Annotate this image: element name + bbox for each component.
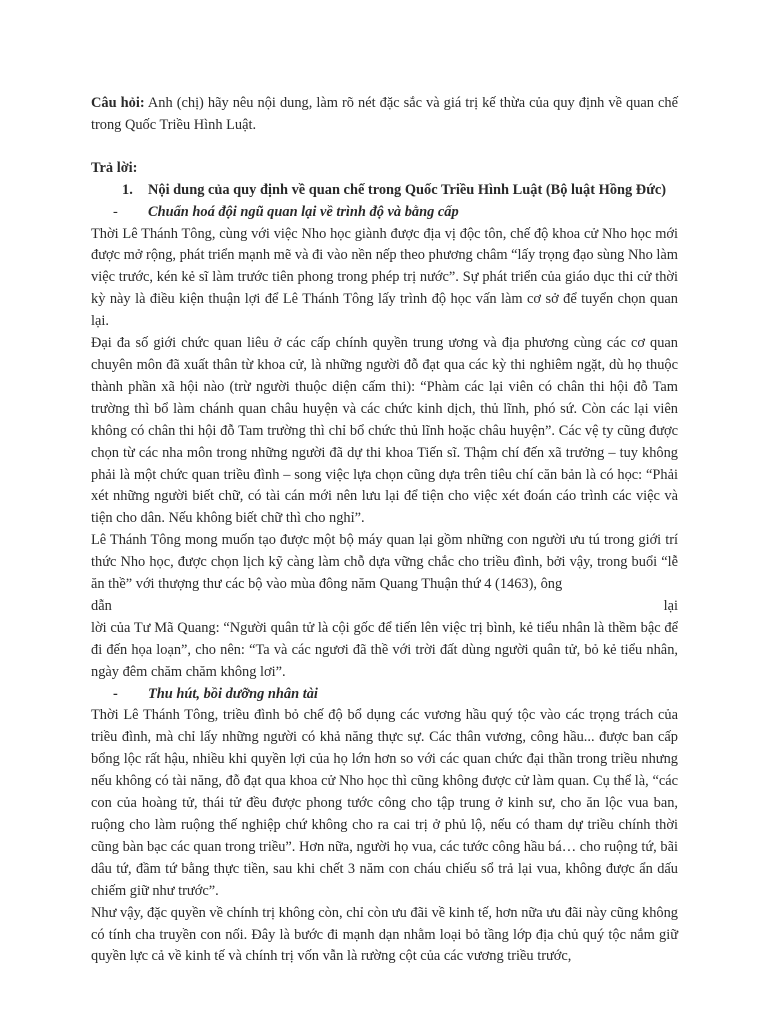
justified-line-right: lại bbox=[663, 597, 678, 614]
section-title: Nội dung của quy định về quan chế trong Quốc Triều Hình Luật (Bộ luật Hồng Đức) bbox=[148, 181, 667, 198]
paragraph: lời của Tư Mã Quang: “Người quân tử là cội gốc để tiến lên việc trị bình, kẻ tiểu nhân là thềm bậc để đi đến họa loạn”, cho nên: “Ta và các ngươi đã thề với trời đất dùng người quân tử, bỏ kẻ tiểu nhân, ngày đêm chăm chăm không lơi”. bbox=[91, 619, 678, 680]
paragraph: Thời Lê Thánh Tông, triều đình bỏ chế độ bổ dụng các vương hầu quý tộc vào các trọng trách của triều đình, mà chỉ lấy những người có khả năng thực sự. Các thân vương, công hầu... được ban cấp bổng lộc rất hậu, nhiều khi quyền lợi của họ lớn hơn so với các quan chức đại thần trong triều nhưng nếu không có tài năng, đỗ đạt qua khoa cử Nho học thì cũng không được cử làm quan. Cụ thể là, “các con của hoàng tử, thái tử đều được phong tước công cho tập trung ở kinh sư, cho ăn lộc vua ban, ruộng cho làm ruộng thế nghiệp chứ không cho ra cai trị ở phủ lộ, nếu có tham dự triều chính thời cũng bàn bạc các quan trong triều”. Hơn nữa, người họ vua, các tước công hầu bá… cho ruộng tứ, bãi dâu tứ, đầm tứ bằng thực tiền, sau khi chết 3 năm con cháu chiếu sổ trả lại vua, không được ẩn dấu chiếm giữ như trước”. bbox=[91, 707, 678, 899]
justified-line bbox=[91, 596, 678, 618]
paragraph: Như vậy, đặc quyền về chính trị không còn, chỉ còn ưu đãi về kinh tế, hơn nữa ưu đãi này cũng không có tính cha truyền con nối. Đây là bước đi mạnh dạn nhằm loại bỏ tầng lớp địa chủ quý tộc nắm giữ quyền lực cả về kinh tế và chính trị vốn vẫn là rường cột của các vương triều trước, bbox=[91, 904, 678, 965]
bullet-title: Thu hút, bồi dưỡng nhân tài bbox=[148, 685, 318, 702]
document-body bbox=[91, 93, 678, 968]
question-paragraph bbox=[91, 93, 678, 137]
paragraph: Lê Thánh Tông mong muốn tạo được một bộ máy quan lại gồm những con người ưu tú trong giới trí thức Nho học, được chọn lịch kỹ càng làm chỗ dựa vững chắc cho triều đình, bởi vậy, trong buổi “lễ ăn thề” với thượng thư các bộ vào mùa đông năm Quang Thuận thứ 4 (1463), ông bbox=[91, 532, 678, 593]
bullet-heading-1 bbox=[91, 202, 678, 224]
paragraph: Thời Lê Thánh Tông, cùng với việc Nho học giành được địa vị độc tôn, chế độ khoa cử Nho học mới được mở rộng, phát triển mạnh mẽ và đi vào nền nếp theo phương châm “lấy trọng đạo sùng Nho làm việc trước, kén kẻ sĩ làm trước tiên phong trong phép trị nước”. Sự phát triển của giáo dục thi cử thời kỳ này là điều kiện thuận lợi để Lê Thánh Tông lấy trình độ học vấn làm cơ sở để tuyển chọn quan lại. bbox=[91, 225, 678, 330]
bullet-heading-2 bbox=[91, 684, 678, 706]
bullet-dash: - bbox=[113, 685, 118, 702]
question-text: Anh (chị) hãy nêu nội dung, làm rõ nét đặc sắc và giá trị kế thừa của quy định về quan chế trong Quốc Triều Hình Luật. bbox=[91, 95, 678, 133]
section-number: 1. bbox=[122, 181, 133, 198]
answer-label: Trả lời: bbox=[91, 159, 138, 176]
bullet-title: Chuẩn hoá đội ngũ quan lại về trình độ và bằng cấp bbox=[148, 203, 459, 220]
question-label: Câu hỏi: bbox=[91, 95, 145, 111]
justified-line-left: dẫn bbox=[91, 597, 112, 614]
section-heading-1 bbox=[91, 180, 678, 202]
paragraph: Đại đa số giới chức quan liêu ở các cấp chính quyền trung ương và địa phương cùng các cơ quan chuyên môn đã xuất thân từ khoa cử, là những người đỗ đạt qua các kỳ thi nghiêm ngặt, dù họ thuộc thành phần xã hội nào (trừ người thuộc diện cấm thi): “Phàm các lại viên có chân thi hội đỗ Tam trường thì bổ làm chánh quan châu huyện và các chức kinh dịch, thủ lĩnh, phó sứ. Còn các lại viên không có chân thi hội đỗ Tam trường thì chỉ bổ chức thủ lĩnh hoặc châu huyện”. Các vệ ty cũng được chọn từ các nha môn trong những người đã dự thi khoa Tiến sĩ. Thậm chí đến xã trưởng – tuy không phải là một chức quan triều đình – song việc lựa chọn cũng dựa trên tiêu chí căn bản là có học: “Phải xét những người biết chữ, có tài cán mới nên lưu lại để tiện cho việc xét đoán cáo trình các việc và tiện cho dân. Nếu không biết chữ thì cho nghỉ”. bbox=[91, 335, 678, 527]
bullet-dash: - bbox=[113, 203, 118, 220]
